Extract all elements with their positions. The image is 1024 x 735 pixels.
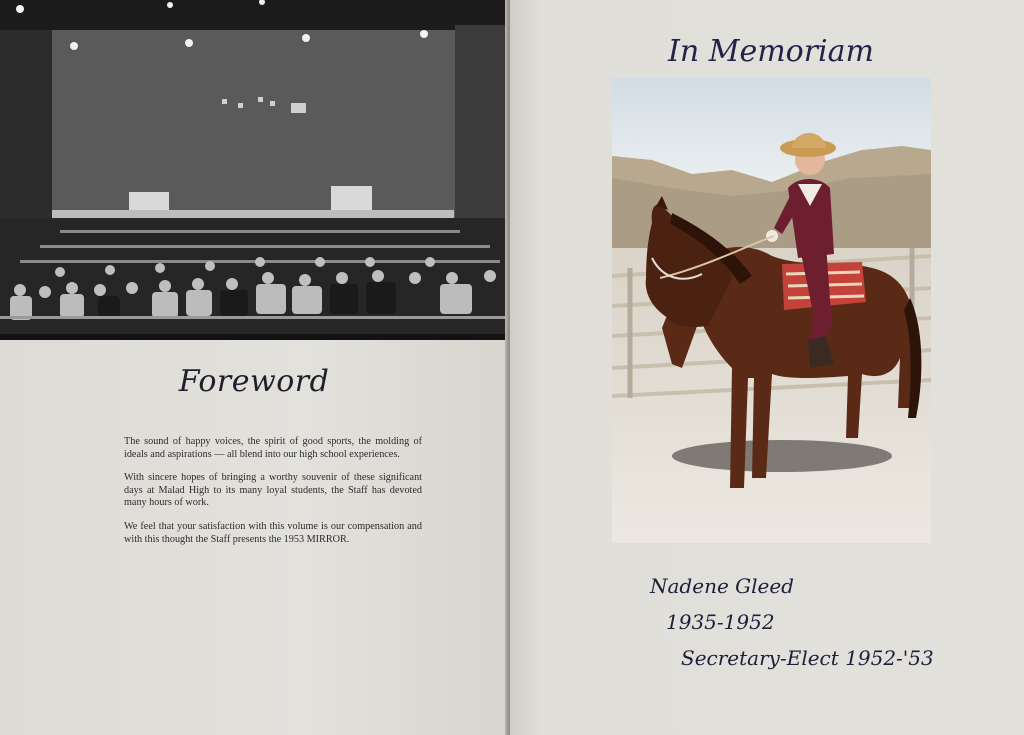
auditorium-photo-graphic	[0, 0, 506, 340]
foreword-heading: Foreword	[178, 364, 330, 399]
foreword-paragraph-3: We feel that your satisfaction with this volume is our compensation and with this thought the Staff presents the 1953 MIRROR.	[124, 520, 422, 545]
memorial-photo	[612, 78, 931, 543]
auditorium-photo	[0, 0, 506, 340]
left-page	[0, 0, 508, 735]
memorial-title: Secretary-Elect 1952-'53	[681, 646, 934, 670]
foreword-body	[124, 436, 422, 557]
memorial-years: 1935-1952	[666, 610, 775, 634]
foreword-paragraph-1: The sound of happy voices, the spirit of good sports, the molding of ideals and aspirations — all blend into our high school experiences.	[124, 436, 422, 460]
memoriam-heading: In Memoriam	[668, 34, 874, 69]
memorial-name: Nadene Gleed	[650, 574, 794, 598]
memorial-photo-graphic	[612, 78, 931, 543]
foreword-paragraph-2: With sincere hopes of bringing a worthy souvenir of these significant days at Malad High to its many loyal students, the Staff has devoted many hours of work.	[124, 472, 422, 509]
